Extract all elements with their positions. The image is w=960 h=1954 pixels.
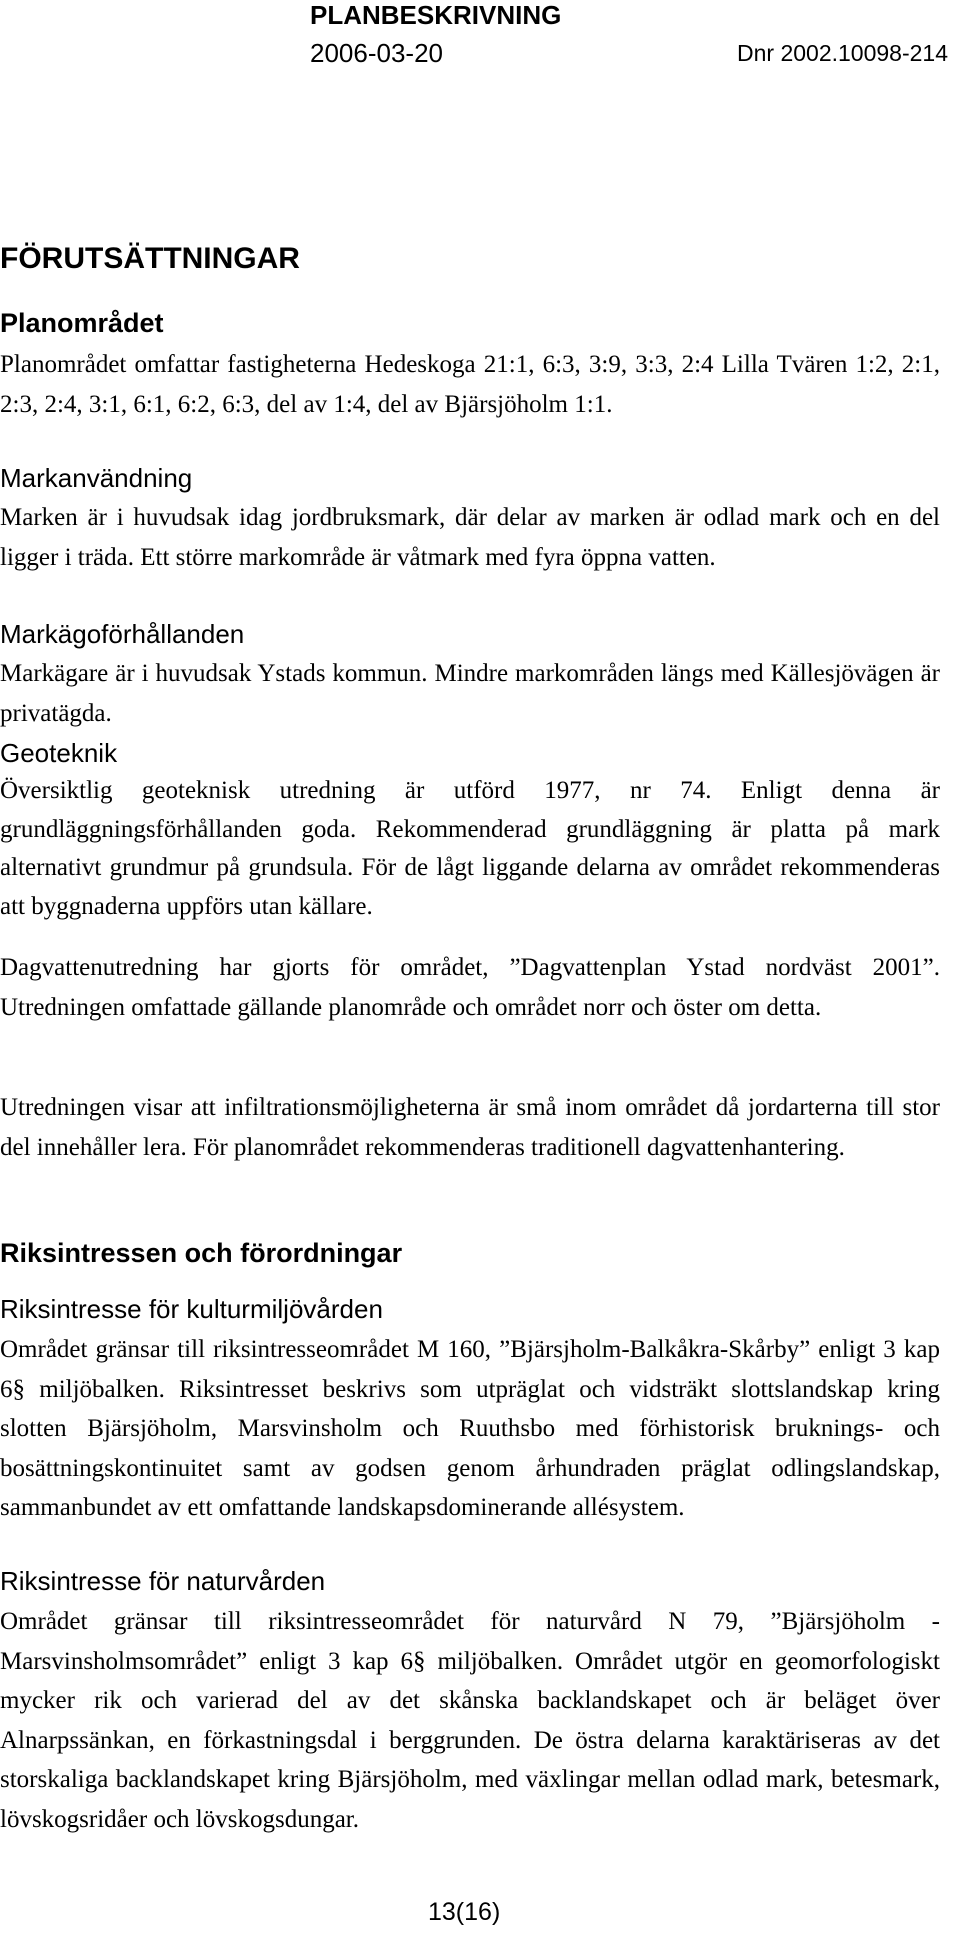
page-number: 13(16) <box>428 1898 501 1926</box>
subheading-naturvarden: Riksintresse för naturvården <box>0 1566 326 1596</box>
section-heading-riksintressen: Riksintressen och förordningar <box>0 1238 403 1268</box>
paragraph-planomradet: Planområdet omfattar fastigheterna Hedeskoga 21:1, 6:3, 3:9, 3:3, 2:4 Lilla Tvären 1:2, 2:1, 2:3, 2:4, 3:1, 6:1, 6:2, 6:3, del av 1:4, del av Bjärsjöholm 1:1. <box>0 351 940 418</box>
paragraph-markanvandning: Marken är i huvudsak idag jordbruksmark, där delar av marken är odlad mark och en del ligger i träda. Ett större markområde är våtmark med fyra öppna vatten. <box>0 504 940 571</box>
paragraph-dagvattenutredning: Dagvattenutredning har gjorts för området, ”Dagvattenplan Ystad nordväst 2001”. Utredningen omfattade gällande planområde och området norr och öster om detta. <box>0 954 940 1021</box>
section-heading-forutsattningar: FÖRUTSÄTTNINGAR <box>0 242 300 275</box>
document-title: PLANBESKRIVNING <box>310 0 562 30</box>
paragraph-geoteknik: Översiktlig geoteknisk utredning är utförd 1977, nr 74. Enligt denna är grundläggningsförhållanden goda. Rekommenderad grundläggning är platta på mark alternativt grundmur på grundsula. För de lågt liggande delarna av området rekommenderas att byggnaderna uppförs utan källare. <box>0 777 940 920</box>
subheading-markanvandning: Markanvändning <box>0 463 193 493</box>
subheading-planomradet: Planområdet <box>0 308 164 338</box>
subheading-kulturmiljovarden: Riksintresse för kulturmiljövården <box>0 1294 383 1324</box>
subheading-geoteknik: Geoteknik <box>0 738 118 768</box>
paragraph-infiltration: Utredningen visar att infiltrationsmöjligheterna är små inom området då jordarterna till stor del innehåller lera. För planområdet rekommenderas traditionell dagvattenhantering. <box>0 1094 940 1161</box>
paragraph-kulturmiljovarden: Området gränsar till riksintresseområdet M 160, ”Bjärsjholm-Balkåkra-Skårby” enligt 3 kap 6§ miljöbalken. Riksintresset beskrivs som utpräglat och vidsträkt slottslandskap kring slotten Bjärsjöholm, Marsvinsholm och Ruuthsbo med förhistorisk bruknings- och bosättningskontinuitet samt av godsen genom århundraden präglat odlingslandskap, sammanbundet av ett omfattande landskapsdominerande allésystem. <box>0 1336 940 1521</box>
document-reference-number: Dnr 2002.10098-214 <box>737 40 948 66</box>
subheading-markagoforhallanden: Markägoförhållanden <box>0 619 245 649</box>
paragraph-markagoforhallanden: Markägare är i huvudsak Ystads kommun. Mindre markområden längs med Källesjövägen är privatägda. <box>0 660 940 727</box>
document-date: 2006-03-20 <box>310 38 443 68</box>
paragraph-naturvarden: Området gränsar till riksintresseområdet för naturvård N 79, ”Bjärsjöholm - Marsvinsholmsområdet” enligt 3 kap 6§ miljöbalken. Området utgör en geomorfologiskt mycker rik och varierad del av det skånska backlandskapet och är beläget över Alnarpssänkan, en förkastningsdal i berggrunden. De östra delarna karaktäriseras av det storskaliga backlandskapet kring Bjärsjöholm, med växlingar mellan odlad mark, betesmark, lövskogsridåer och lövskogsdungar. <box>0 1608 940 1833</box>
